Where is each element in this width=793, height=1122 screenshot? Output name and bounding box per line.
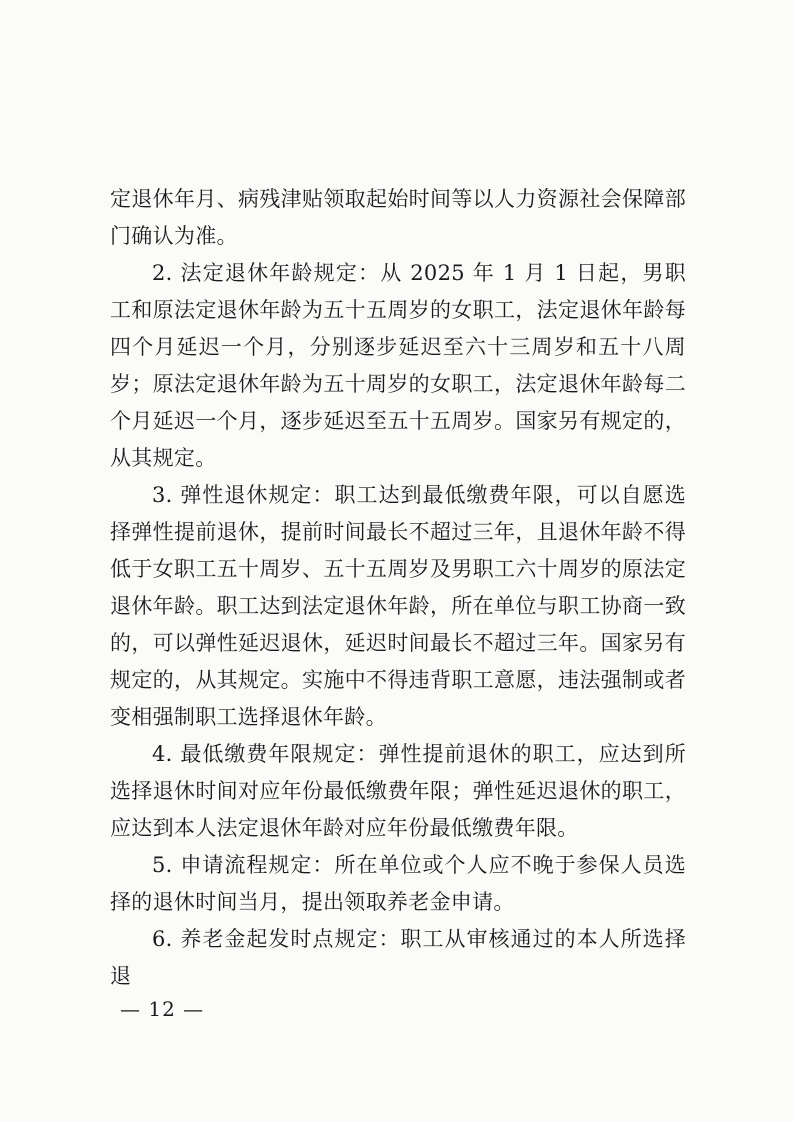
paragraph-continuation: 定退休年月、病残津贴领取起始时间等以人力资源社会保障部门确认为准。	[110, 187, 686, 248]
page-number: — 12 —	[120, 997, 205, 1021]
paragraph-flexible-retirement: 3. 弹性退休规定：职工达到最低缴费年限，可以自愿选择弹性提前退休，提前时间最长不超过三年，且退休年龄不得低于女职工五十周岁、五十五周岁及男职工六十周岁的原法定退休年龄。职工达到法定退休年龄，所在单位与职工协商一致的，可以弹性延迟退休，延迟时间最长不超过三年。国家另有规定的，从其规定。实施中不得违背职工意愿，违法强制或者变相强制职工选择退休年龄。	[110, 483, 686, 729]
paragraph-minimum-contribution: 4. 最低缴费年限规定：弹性提前退休的职工，应达到所选择退休时间对应年份最低缴费年限；弹性延迟退休的职工，应达到本人法定退休年龄对应年份最低缴费年限。	[110, 742, 686, 840]
paragraph-retirement-age: 2. 法定退休年龄规定：从 2025 年 1 月 1 日起，男职工和原法定退休年龄为五十五周岁的女职工，法定退休年龄每四个月延迟一个月，分别逐步延迟至六十三周岁和五十八周岁；原法定退休年龄为五十周岁的女职工，法定退休年龄每二个月延迟一个月，逐步延迟至五十五周岁。国家另有规定的，从其规定。	[110, 261, 686, 470]
document-body	[110, 181, 686, 995]
paragraph-application-process: 5. 申请流程规定：所在单位或个人应不晚于参保人员选择的退休时间当月，提出领取养老金申请。	[110, 853, 686, 914]
paragraph-pension-start: 6. 养老金起发时点规定：职工从审核通过的本人所选择退	[110, 927, 686, 988]
